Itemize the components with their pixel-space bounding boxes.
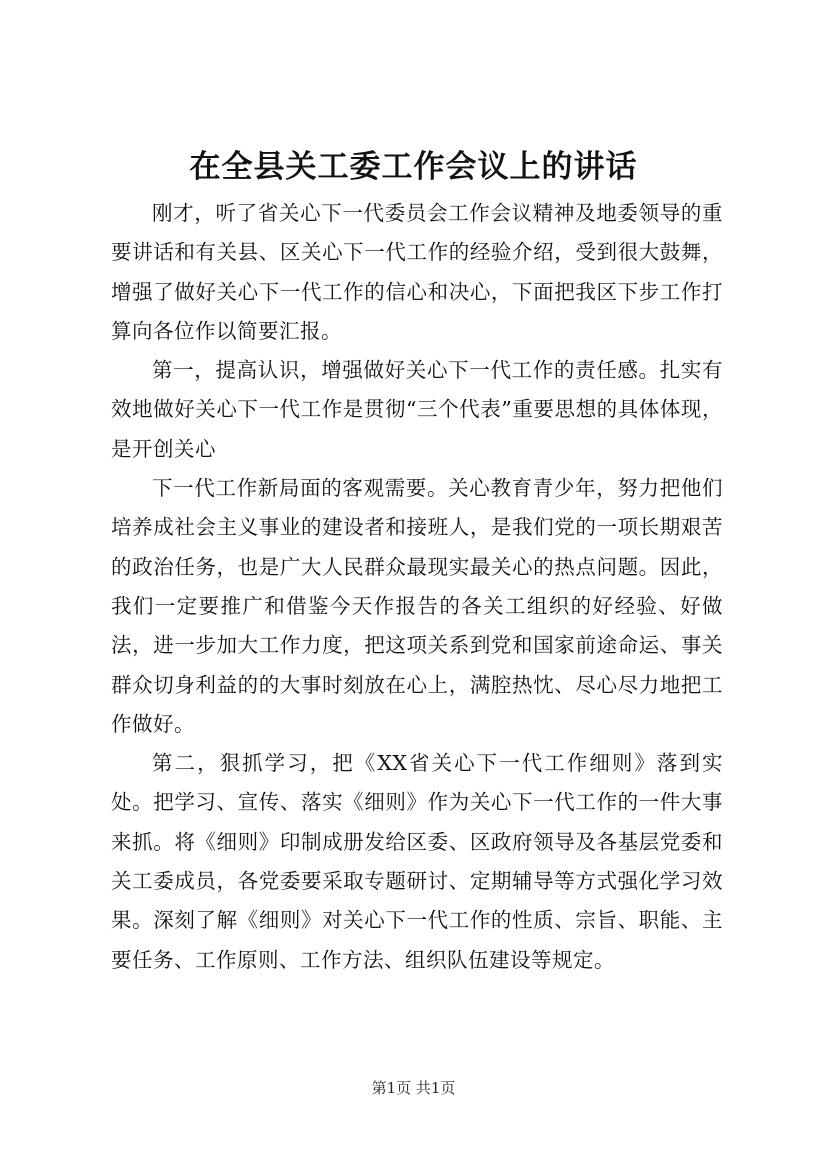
document-title: 在全县关工委工作会议上的讲话 — [189, 149, 638, 185]
paragraph-intro: 刚才，听了省关心下一代委员会工作会议精神及地委领导的重要讲话和有关县、区关心下一代工作的经验介绍，受到很大鼓舞，增强了做好关心下一代工作的信心和决心，下面把我区下步工作打算向各位作以简要汇报。 — [111, 201, 723, 343]
paragraph-first-point-continued: 下一代工作新局面的客观需要。关心教育青少年，努力把他们培养成社会主义事业的建设者和接班人，是我们党的一项长期艰苦的政治任务，也是广大人民群众最现实最关心的热点问题。因此，我们一定要推广和借鉴今天作报告的各关工组织的好经验、好做法，进一步加大工作力度，把这项关系到党和国家前途命运、事关群众切身利益的的大事时刻放在心上，满腔热忱、尽心尽力地把工作做好。 — [111, 476, 723, 736]
document-body — [111, 194, 723, 980]
page-number-footer: 第1页 共1页 — [371, 1079, 456, 1097]
paragraph-first-point: 第一，提高认识，增强做好关心下一代工作的责任感。扎实有效地做好关心下一代工作是贯彻“三个代表”重要思想的具体体现，是开创关心 — [111, 358, 723, 461]
paragraph-second-point: 第二，狠抓学习，把《XX省关心下一代工作细则》落到实处。把学习、宣传、落实《细则》作为关心下一代工作的一件大事来抓。将《细则》印制成册发给区委、区政府领导及各基层党委和关工委成员，各党委要采取专题研讨、定期辅导等方式强化学习效果。深刻了解《细则》对关心下一代工作的性质、宗旨、职能、主要任务、工作原则、工作方法、组织队伍建设等规定。 — [111, 751, 723, 972]
